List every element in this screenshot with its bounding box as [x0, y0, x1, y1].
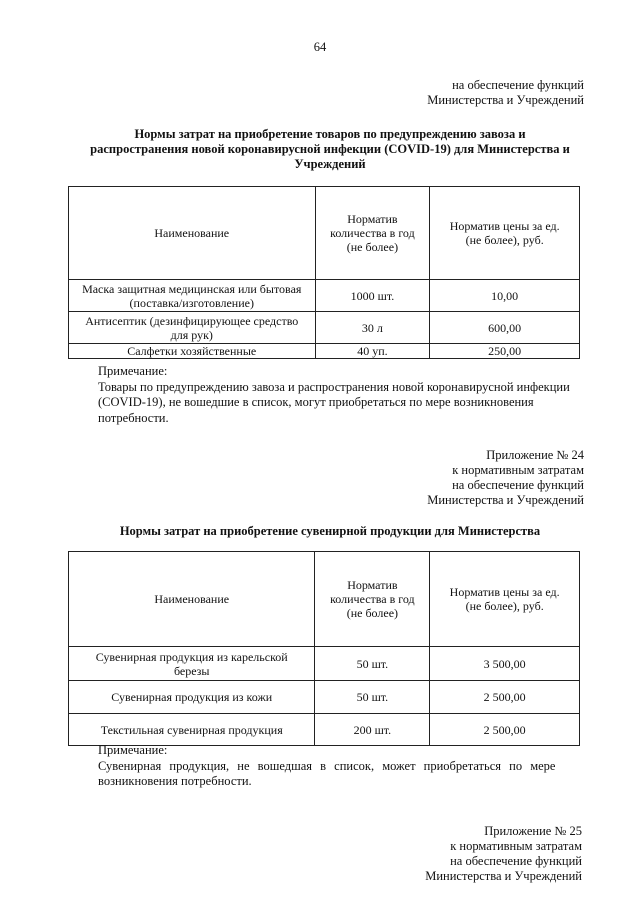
header-qty-line: Норматив	[347, 578, 398, 592]
row-price: 600,00	[430, 312, 580, 344]
covid-norms-table	[68, 186, 580, 359]
row-name-line: (поставка/изготовление)	[129, 295, 254, 310]
table-row	[69, 344, 580, 359]
row-qty: 50 шт.	[315, 647, 430, 681]
header-price	[430, 552, 580, 647]
header-qty-line: Норматив	[347, 212, 398, 226]
header-line: на обеспечение функций	[452, 78, 584, 92]
row-name	[69, 312, 316, 344]
header-price-line: (не более), руб.	[465, 599, 544, 613]
top-header	[284, 78, 584, 108]
row-qty: 200 шт.	[315, 714, 430, 746]
header-qty-line: количества в год	[330, 592, 415, 606]
row-price: 10,00	[430, 280, 580, 312]
appendix-24	[284, 448, 584, 508]
page-number: 64	[313, 40, 327, 54]
row-name	[69, 647, 315, 681]
header-line: Министерства и Учреждений	[427, 93, 584, 107]
title-line: Нормы затрат на приобретение товаров по предупреждению завоза и	[134, 127, 526, 141]
header-qty-line: (не более)	[346, 606, 399, 620]
note-line: потребности.	[98, 410, 169, 425]
appendix-line: Министерства и Учреждений	[425, 869, 582, 883]
appendix-line: Приложение № 25	[484, 824, 582, 838]
row-qty: 30 л	[315, 312, 430, 344]
row-name-line: Сувенирная продукция из карельской	[95, 649, 288, 664]
table-row	[69, 681, 580, 714]
title-line: распространения новой коронавирусной инфекции (COVID-19) для Министерства и	[90, 142, 570, 156]
section1-title	[60, 127, 600, 172]
header-name: Наименование	[69, 187, 316, 280]
row-qty: 50 шт.	[315, 681, 430, 714]
header-qty-line: количества в год	[330, 226, 415, 240]
note-line: (COVID-19), не вошедшие в список, могут приобретаться по мере возникновения	[98, 395, 534, 409]
header-price-line: Норматив цены за ед.	[449, 219, 560, 233]
row-qty: 40 уп.	[315, 344, 430, 359]
table-row	[69, 312, 580, 344]
note-label: Примечание:	[98, 364, 168, 378]
section1-note	[98, 364, 588, 426]
header-price-line: (не более), руб.	[465, 233, 544, 247]
note-line: возникновения потребности.	[98, 774, 252, 788]
appendix-line: на обеспечение функций	[452, 478, 584, 492]
row-price: 250,00	[430, 344, 580, 359]
row-name: Салфетки хозяйственные	[69, 344, 316, 359]
row-name: Текстильная сувенирная продукция	[69, 714, 315, 746]
appendix-line: Приложение № 24	[486, 448, 584, 462]
note-line: Сувенирная продукция, не вошедшая в список, может приобретаться по мере	[98, 758, 556, 773]
table-row	[69, 647, 580, 681]
header-qty	[315, 187, 430, 280]
row-price: 3 500,00	[430, 647, 580, 681]
row-name: Сувенирная продукция из кожи	[69, 681, 315, 714]
row-name-line: для рук)	[170, 327, 213, 342]
note-line: Товары по предупреждению завоза и распространения новой коронавирусной инфекции	[98, 379, 570, 394]
title-line: Учреждений	[294, 157, 366, 171]
row-name-line: Антисептик (дезинфицирующее средство	[85, 313, 299, 328]
souvenir-norms-table	[68, 551, 580, 746]
row-name-line: Маска защитная медицинская или бытовая	[82, 281, 302, 296]
header-qty	[315, 552, 430, 647]
row-price: 2 500,00	[430, 714, 580, 746]
row-name	[69, 280, 316, 312]
appendix-line: на обеспечение функций	[450, 854, 582, 868]
header-price	[430, 187, 580, 280]
header-name: Наименование	[69, 552, 315, 647]
appendix-line: к нормативным затратам	[450, 839, 582, 853]
note-label: Примечание:	[98, 743, 168, 757]
row-name-line: березы	[173, 663, 210, 678]
table-row	[69, 280, 580, 312]
appendix-line: Министерства и Учреждений	[427, 493, 584, 507]
appendix-25	[282, 824, 582, 884]
row-price: 2 500,00	[430, 681, 580, 714]
row-qty: 1000 шт.	[315, 280, 430, 312]
header-qty-line: (не более)	[346, 240, 399, 254]
header-price-line: Норматив цены за ед.	[449, 585, 560, 599]
table-header-row	[69, 552, 580, 647]
table-row	[69, 714, 580, 746]
section2-title: Нормы затрат на приобретение сувенирной продукции для Министерства	[119, 524, 541, 538]
section2-note	[98, 743, 586, 790]
table-header-row	[69, 187, 580, 280]
appendix-line: к нормативным затратам	[452, 463, 584, 477]
